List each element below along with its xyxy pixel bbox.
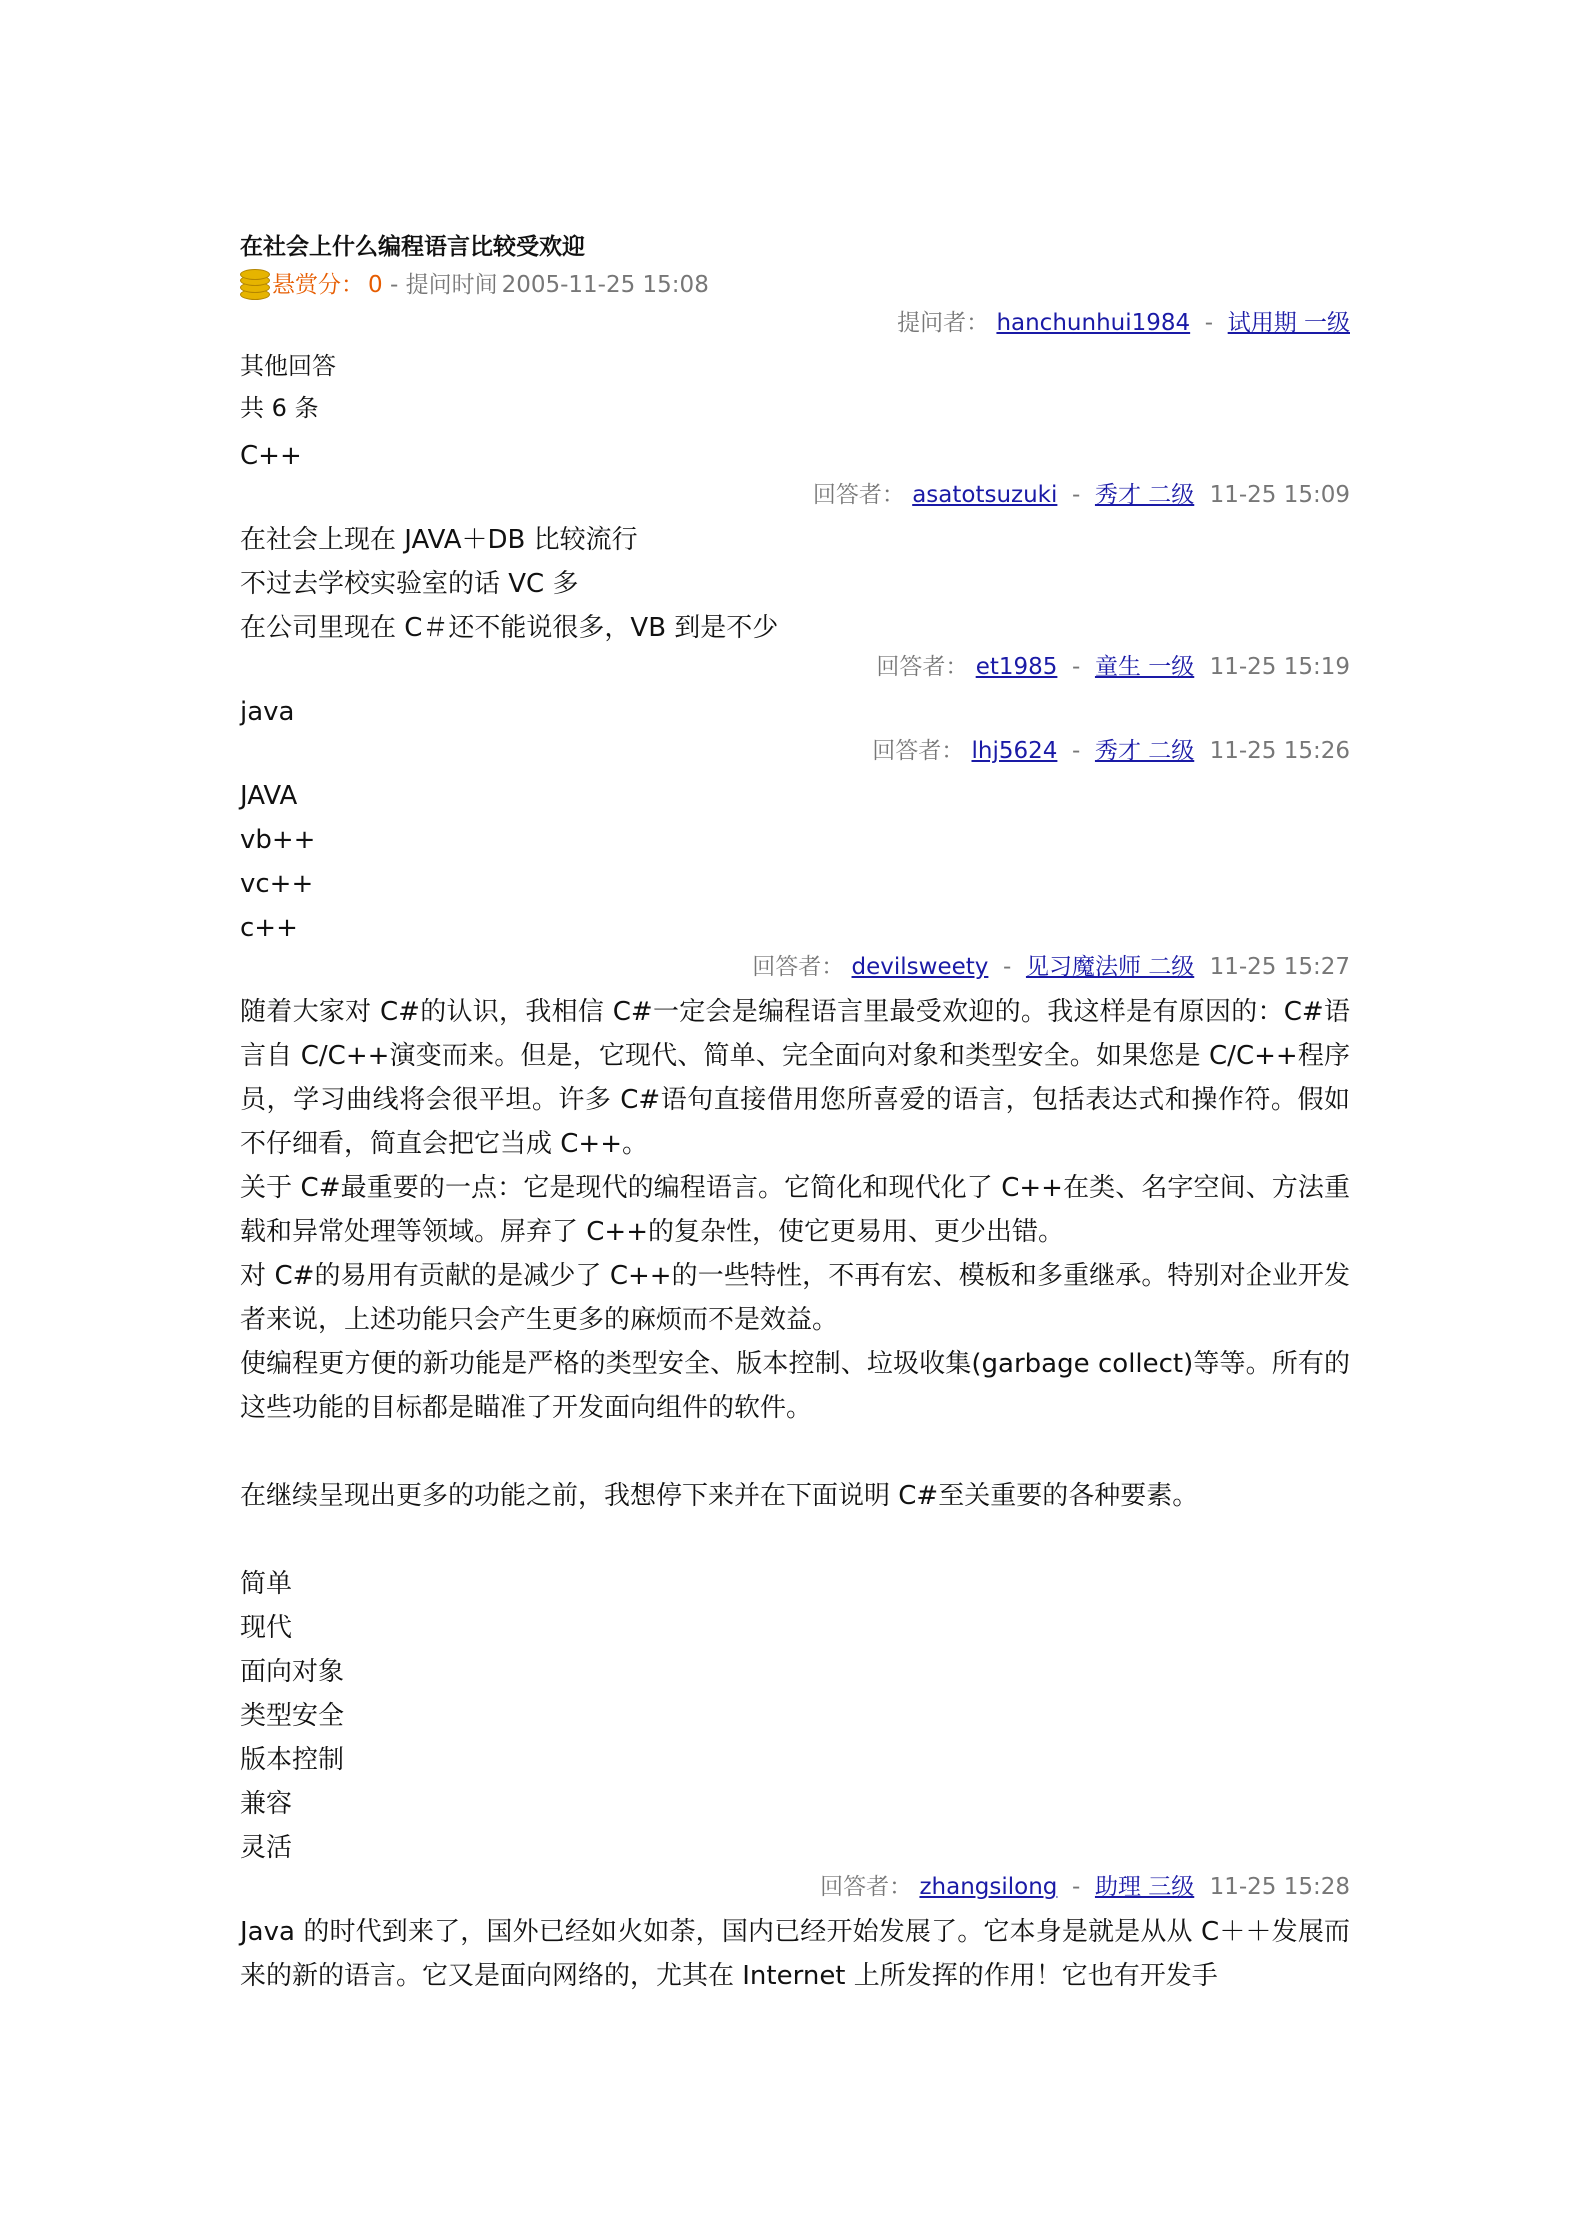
answer-line: 不过去学校实验室的话 VC 多 <box>240 569 579 599</box>
responder-separator: - <box>1064 654 1088 680</box>
responder-label: 回答者： <box>876 654 969 680</box>
count-value: 6 <box>271 394 287 422</box>
reward-value: 0 <box>368 272 383 298</box>
answer-item <box>240 690 1350 774</box>
responder-name-link[interactable]: et1985 <box>975 654 1058 680</box>
answer-paragraph: 对 C#的易用有贡献的是减少了 C++的一些特性，不再有宏、模板和多重继承。特别对企业开发者来说，上述功能只会产生更多的麻烦而不是效益。 <box>240 1261 1350 1335</box>
answer-line: vc++ <box>240 869 314 899</box>
question-title: 在社会上什么编程语言比较受欢迎 <box>240 233 585 260</box>
answer-text <box>240 434 1350 478</box>
responder-name-link[interactable]: lhj5624 <box>971 738 1058 764</box>
responder-name-link[interactable]: devilsweety <box>851 954 989 980</box>
answer-time: 11-25 15:19 <box>1209 654 1350 680</box>
responder-label: 回答者： <box>820 1874 913 1900</box>
answer-item <box>240 518 1350 690</box>
answer-line: 在社会上现在 JAVA＋DB 比较流行 <box>240 525 638 555</box>
feature-item: 灵活 <box>240 1833 293 1863</box>
answer-line: JAVA <box>240 781 298 811</box>
responder-name-link[interactable]: zhangsilong <box>919 1874 1058 1900</box>
asked-time-label: 提问时间 <box>405 272 498 298</box>
answer-paragraph: 随着大家对 C#的认识，我相信 C#一定会是编程语言里最受欢迎的。我这样是有原因的：C#语言自 C/C++演变而来。但是，它现代、简单、完全面向对象和类型安全。如果您是 C/C++程序员，学习曲线将会很平坦。许多 C#语句直接借用您所喜爱的语言，包括表达式和操作符。假如不仔细看，简直会把它当成 C++。 <box>240 997 1350 1159</box>
answer-line: c++ <box>240 913 298 943</box>
feature-item: 现代 <box>240 1613 293 1643</box>
coin-stack-icon <box>240 270 270 300</box>
answer-line: vb++ <box>240 825 316 855</box>
meta-separator: - <box>382 272 406 298</box>
asker-rank-link[interactable]: 试用期 一级 <box>1227 310 1350 336</box>
answer-paragraph: 在继续呈现出更多的功能之前，我想停下来并在下面说明 C#至关重要的各种要素。 <box>240 1481 1199 1511</box>
answer-count <box>240 386 1350 434</box>
responder-line <box>240 650 1350 690</box>
asker-separator: - <box>1197 310 1221 336</box>
responder-line <box>240 734 1350 774</box>
asked-time: 2005-11-25 15:08 <box>501 272 709 298</box>
responder-separator: - <box>1064 482 1088 508</box>
answer-item <box>240 1910 1350 1998</box>
asker-name-link[interactable]: hanchunhui1984 <box>996 310 1191 336</box>
answer-paragraph: Java 的时代到来了，国外已经如火如荼，国内已经开始发展了。它本身是就是从从 C＋＋发展而来的新的语言。它又是面向网络的，尤其在 Internet 上所发挥的作用！它也有开发手 <box>240 1917 1350 1991</box>
feature-list <box>240 1562 1350 1870</box>
responder-line <box>240 478 1350 518</box>
responder-label: 回答者： <box>752 954 845 980</box>
answer-time: 11-25 15:09 <box>1209 482 1350 508</box>
responder-separator: - <box>995 954 1019 980</box>
count-suffix: 条 <box>294 394 319 422</box>
count-prefix: 共 <box>240 394 264 422</box>
feature-item: 简单 <box>240 1569 293 1599</box>
responder-rank-link[interactable]: 助理 三级 <box>1094 1874 1195 1900</box>
responder-name-link[interactable]: asatotsuzuki <box>912 482 1058 508</box>
answer-time: 11-25 15:26 <box>1209 738 1350 764</box>
responder-separator: - <box>1064 1874 1088 1900</box>
responder-line <box>240 950 1350 990</box>
answer-line: 在公司里现在 C＃还不能说很多，VB 到是不少 <box>240 613 779 643</box>
feature-item: 类型安全 <box>240 1701 345 1731</box>
responder-rank-link[interactable]: 秀才 二级 <box>1094 738 1195 764</box>
answer-time: 11-25 15:28 <box>1209 1874 1350 1900</box>
reward-label: 悬赏分： <box>272 272 364 298</box>
answer-paragraph: 关于 C#最重要的一点：它是现代的编程语言。它简化和现代化了 C++在类、名字空间、方法重载和异常处理等领域。屏弃了 C++的复杂性，使它更易用、更少出错。 <box>240 1173 1350 1247</box>
responder-rank-link[interactable]: 秀才 二级 <box>1094 482 1195 508</box>
answer-item <box>240 774 1350 990</box>
feature-item: 版本控制 <box>240 1745 345 1775</box>
answer-paragraph: 使编程更方便的新功能是严格的类型安全、版本控制、垃圾收集(garbage collect)等等。所有的这些功能的目标都是瞄准了开发面向组件的软件。 <box>240 1349 1350 1423</box>
responder-label: 回答者： <box>812 482 905 508</box>
answer-text <box>240 774 1350 950</box>
answer-item <box>240 990 1350 1910</box>
answer-time: 11-25 15:27 <box>1209 954 1350 980</box>
responder-separator: - <box>1064 738 1088 764</box>
answer-line: C++ <box>240 441 302 471</box>
responder-rank-link[interactable]: 见习魔法师 二级 <box>1025 954 1195 980</box>
feature-item: 面向对象 <box>240 1657 345 1687</box>
answer-text <box>240 690 1350 734</box>
answer-text <box>240 518 1350 650</box>
responder-rank-link[interactable]: 童生 一级 <box>1094 654 1195 680</box>
responder-label: 回答者： <box>872 738 965 764</box>
answer-line: java <box>240 697 295 727</box>
asker-label: 提问者： <box>897 310 990 336</box>
asker-line <box>240 306 1350 346</box>
question-meta <box>240 264 1350 306</box>
answer-item <box>240 434 1350 518</box>
feature-item: 兼容 <box>240 1789 293 1819</box>
responder-line <box>240 1870 1350 1910</box>
other-answers-label: 其他回答 <box>240 352 336 380</box>
qa-page <box>240 230 1350 1998</box>
